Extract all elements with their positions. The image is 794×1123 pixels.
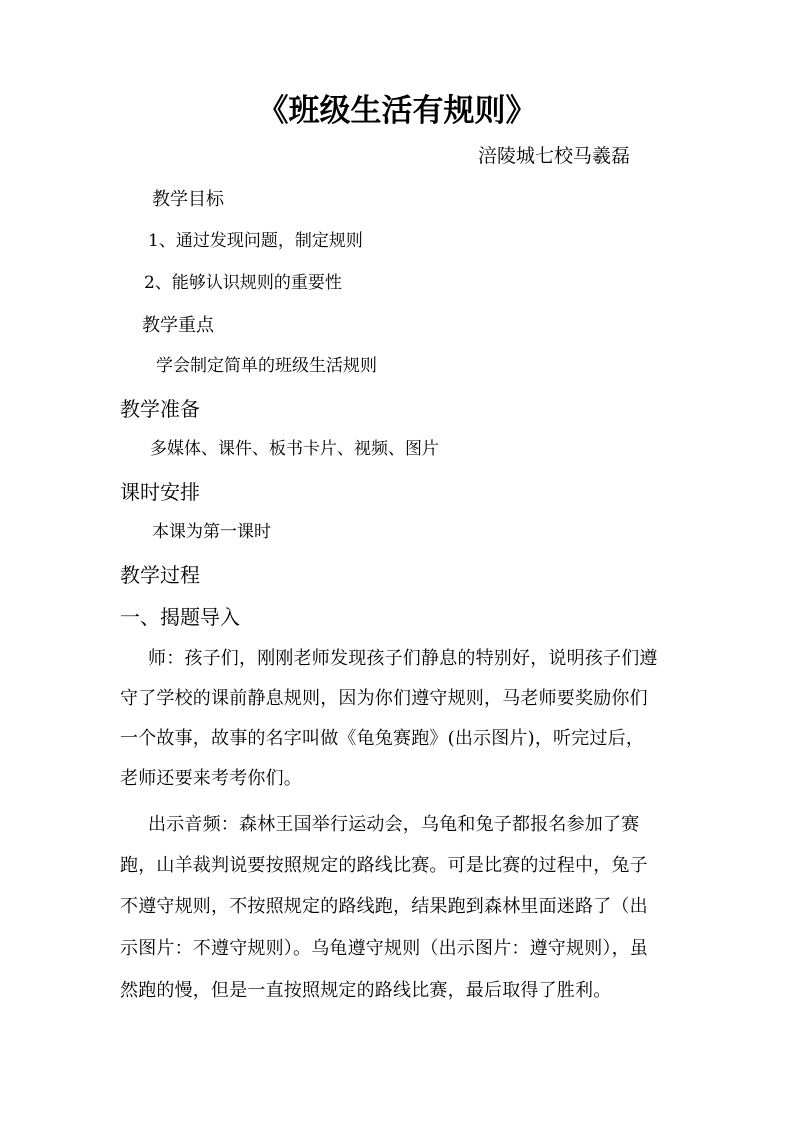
focus-heading: 教学重点 bbox=[142, 315, 214, 336]
paragraph-1-line: 守了学校的课前静息规则，因为你们遵守规则，马老师要奖励你们 bbox=[120, 688, 648, 709]
paragraph-1-line: 老师还要来考考你们。 bbox=[120, 768, 302, 789]
focus-text: 学会制定简单的班级生活规则 bbox=[156, 356, 377, 376]
schedule-heading: 课时安排 bbox=[120, 480, 200, 504]
paragraph-2-line: 示图片：不遵守规则）。乌龟遵守规则（出示图片：遵守规则），虽 bbox=[120, 938, 648, 959]
paragraph-2-line: 跑，山羊裁判说要按照规定的路线比赛。可是比赛的过程中，兔子 bbox=[120, 855, 648, 876]
process-heading: 教学过程 bbox=[120, 563, 200, 587]
objectives-heading: 教学目标 bbox=[152, 189, 224, 210]
prep-text: 多媒体、课件、板书卡片、视频、图片 bbox=[150, 439, 439, 459]
paragraph-1-line: 师：孩子们，刚刚老师发现孩子们静息的特别好，说明孩子们遵 bbox=[148, 648, 658, 669]
schedule-text: 本课为第一课时 bbox=[152, 522, 271, 542]
part1-heading: 一、揭题导入 bbox=[120, 605, 240, 629]
document-title: 《班级生活有规则》 bbox=[257, 93, 537, 129]
document-author: 涪陵城七校马羲磊 bbox=[478, 145, 631, 167]
paragraph-2-line: 出示音频：森林王国举行运动会，乌龟和兔子都报名参加了赛 bbox=[148, 814, 640, 835]
objective-item-2: 2、能够认识规则的重要性 bbox=[144, 273, 342, 293]
prep-heading: 教学准备 bbox=[120, 397, 200, 421]
paragraph-2-line: 不遵守规则，不按照规定的路线跑，结果跑到森林里面迷路了（出 bbox=[120, 896, 648, 917]
paragraph-2-line: 然跑的慢，但是一直按照规定的路线比赛，最后取得了胜利。 bbox=[120, 980, 612, 1001]
paragraph-1-line: 一个故事，故事的名字叫做《龟兔赛跑》(出示图片)，听完过后， bbox=[120, 728, 645, 749]
objective-item-1: 1、通过发现问题，制定规则 bbox=[148, 231, 363, 251]
